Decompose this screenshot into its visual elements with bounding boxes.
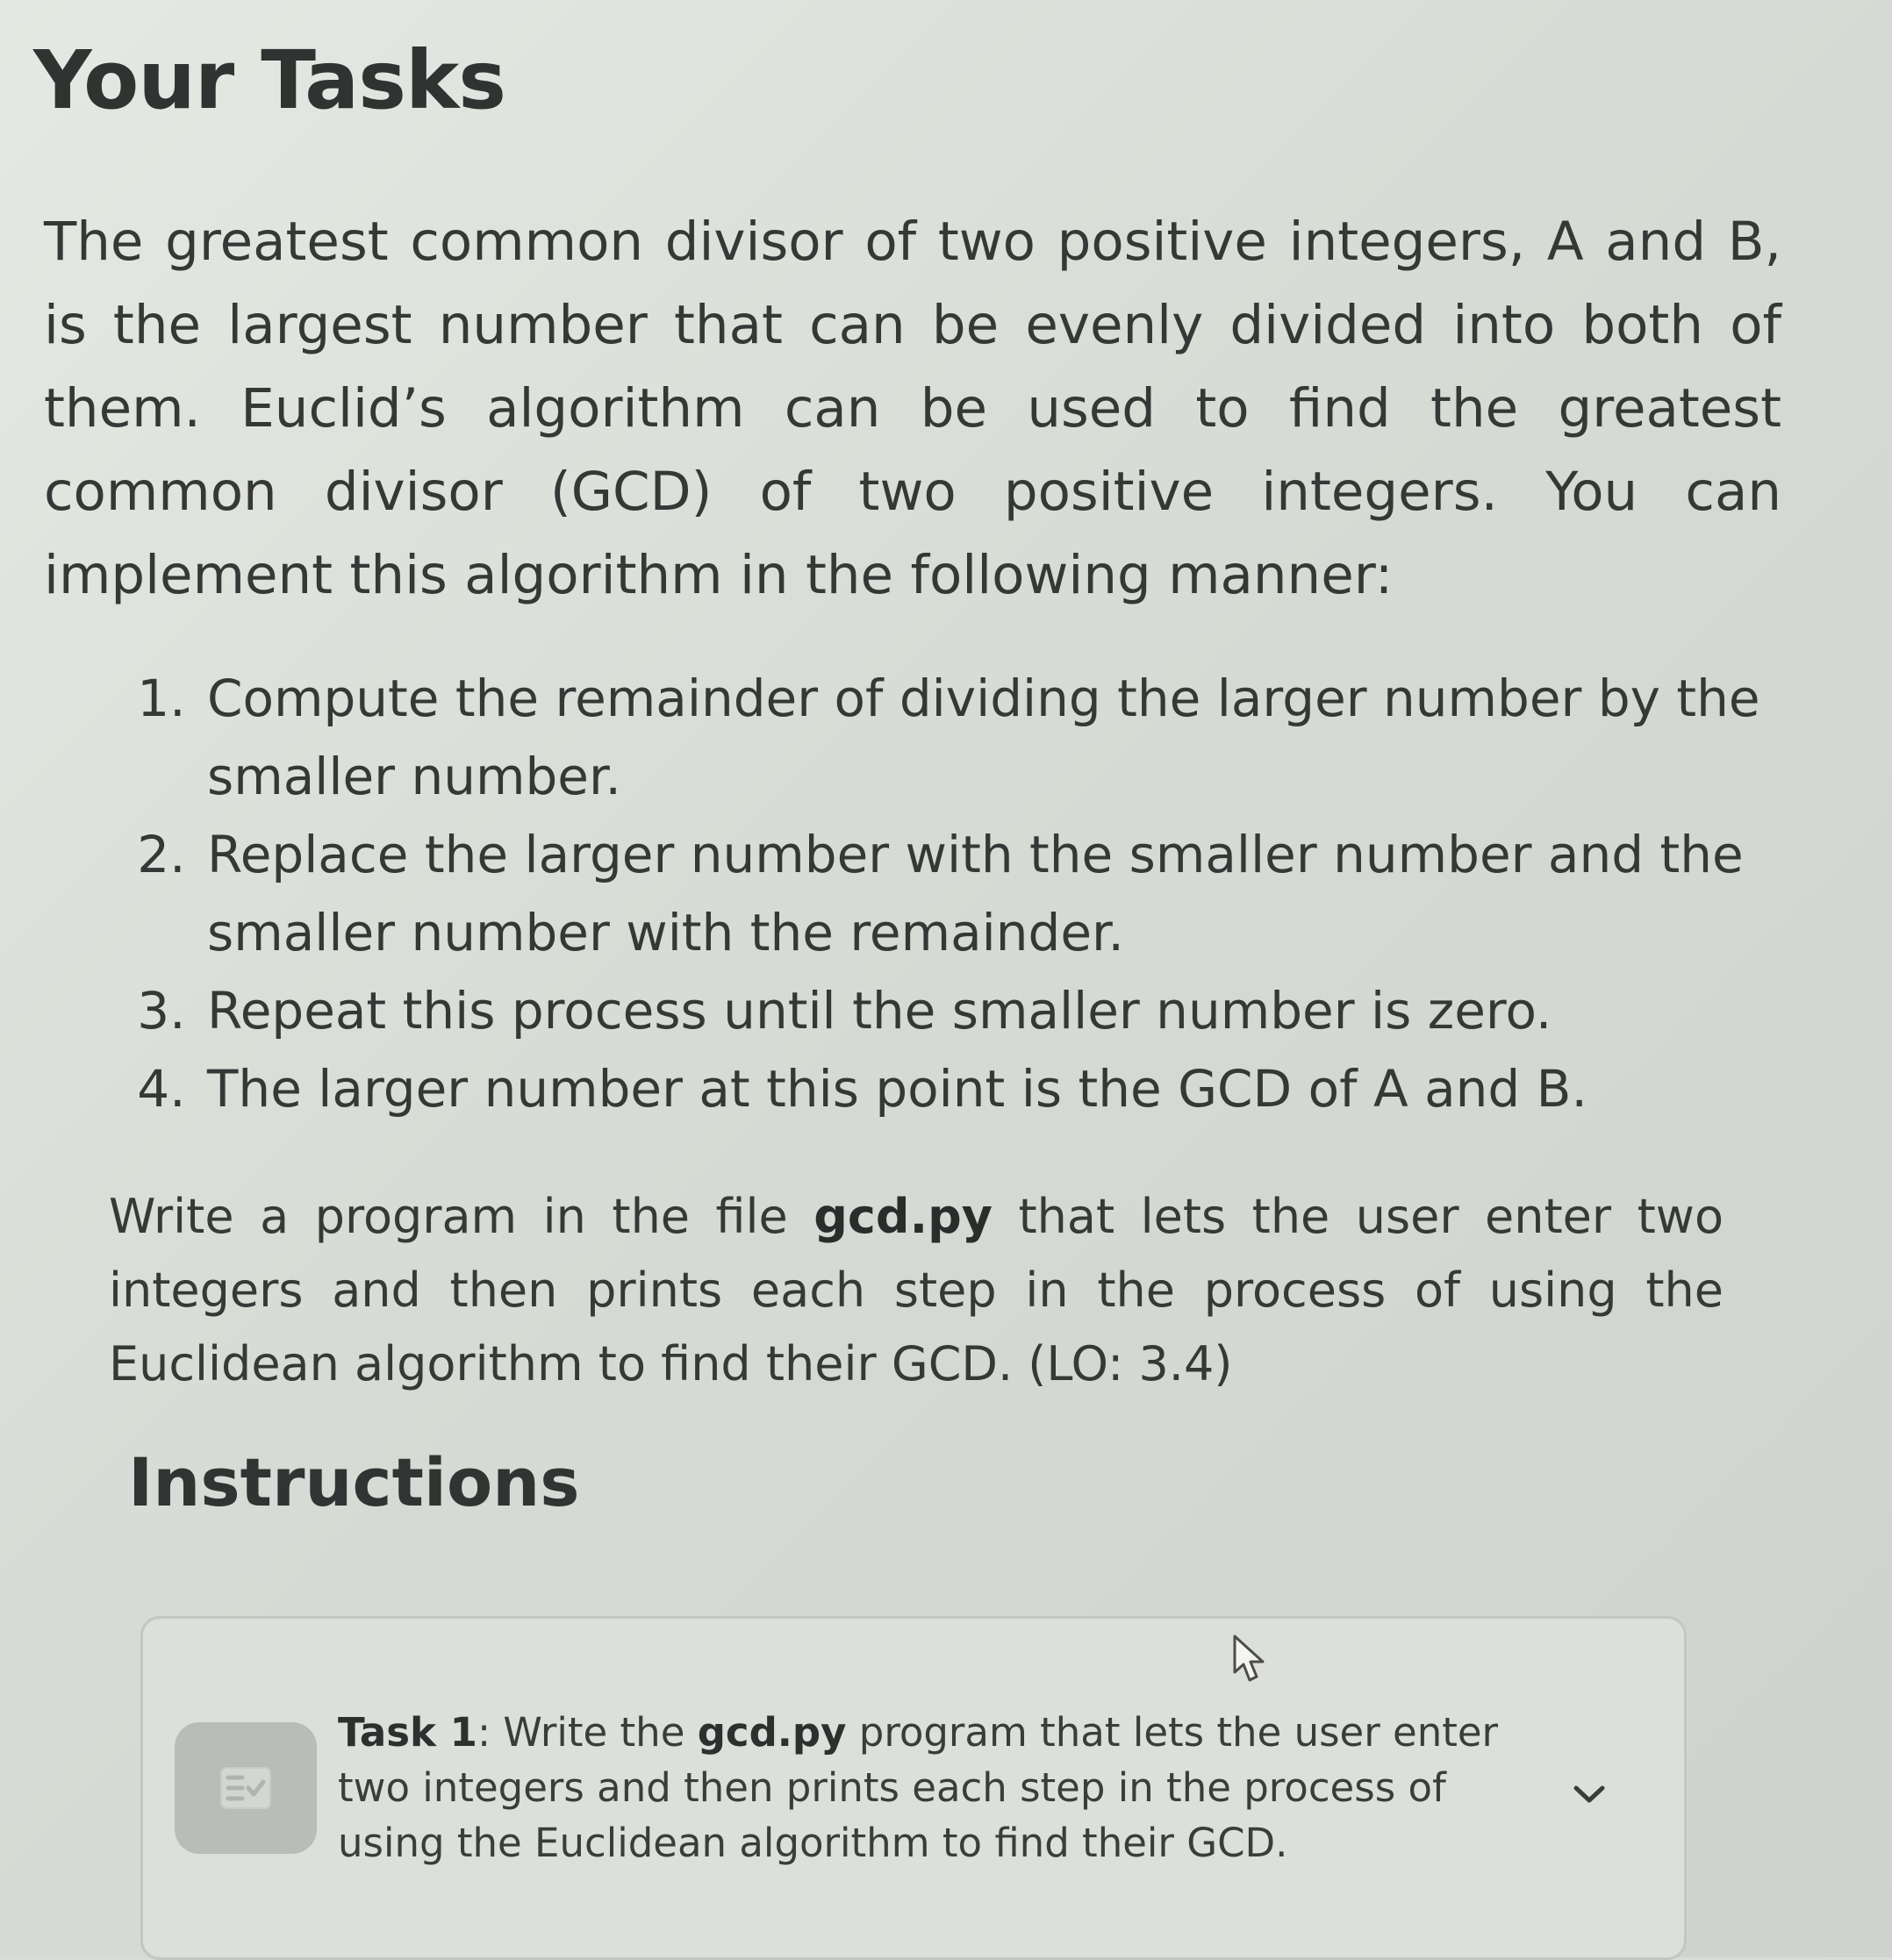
list-item: 1. Compute the remainder of dividing the larger number by the smaller number. xyxy=(202,660,1825,816)
algorithm-steps-list xyxy=(140,660,1825,1128)
task-text-after: program that lets the user enter two integers and then prints each step in the process of using the Euclidean algorithm to find their GCD. xyxy=(338,1709,1499,1866)
list-item: 4. The larger number at this point is the GCD of A and B. xyxy=(202,1050,1825,1128)
task-label: Task 1 xyxy=(338,1709,477,1756)
assignment-text-after: that lets the user enter two integers and then prints each step in the process of using the Euclidean algorithm to find their GCD. (LO: 3.4) xyxy=(109,1189,1724,1391)
list-item: 2. Replace the larger number with the smaller number and the smaller number with the remainder. xyxy=(202,816,1825,972)
assignment-text-before: Write a program in the file xyxy=(109,1189,814,1244)
assignment-paragraph xyxy=(109,1180,1724,1401)
task-text-before: Write the xyxy=(491,1709,698,1756)
intro-paragraph: The greatest common divisor of two positive integers, A and B, is the largest number that can be evenly divided into both of them. Euclid’s algorithm can be used to find the greatest common divisor (GCD) of two positive integers. You can implement this algorithm in the following manner: xyxy=(44,211,1781,606)
task-description xyxy=(338,1705,1505,1871)
checklist-icon xyxy=(175,1722,317,1854)
assignment-filename: gcd.py xyxy=(813,1189,993,1244)
list-item: 3. Repeat this process until the smaller number is zero. xyxy=(202,972,1825,1050)
chevron-down-icon[interactable] xyxy=(1566,1777,1612,1812)
mouse-cursor-icon xyxy=(1231,1634,1270,1686)
task-card[interactable] xyxy=(140,1616,1687,1960)
instructions-heading: Instructions xyxy=(128,1443,580,1521)
task-filename: gcd.py xyxy=(697,1709,847,1756)
page-title: Your Tasks xyxy=(33,33,505,127)
task-label-colon: : xyxy=(477,1709,491,1756)
